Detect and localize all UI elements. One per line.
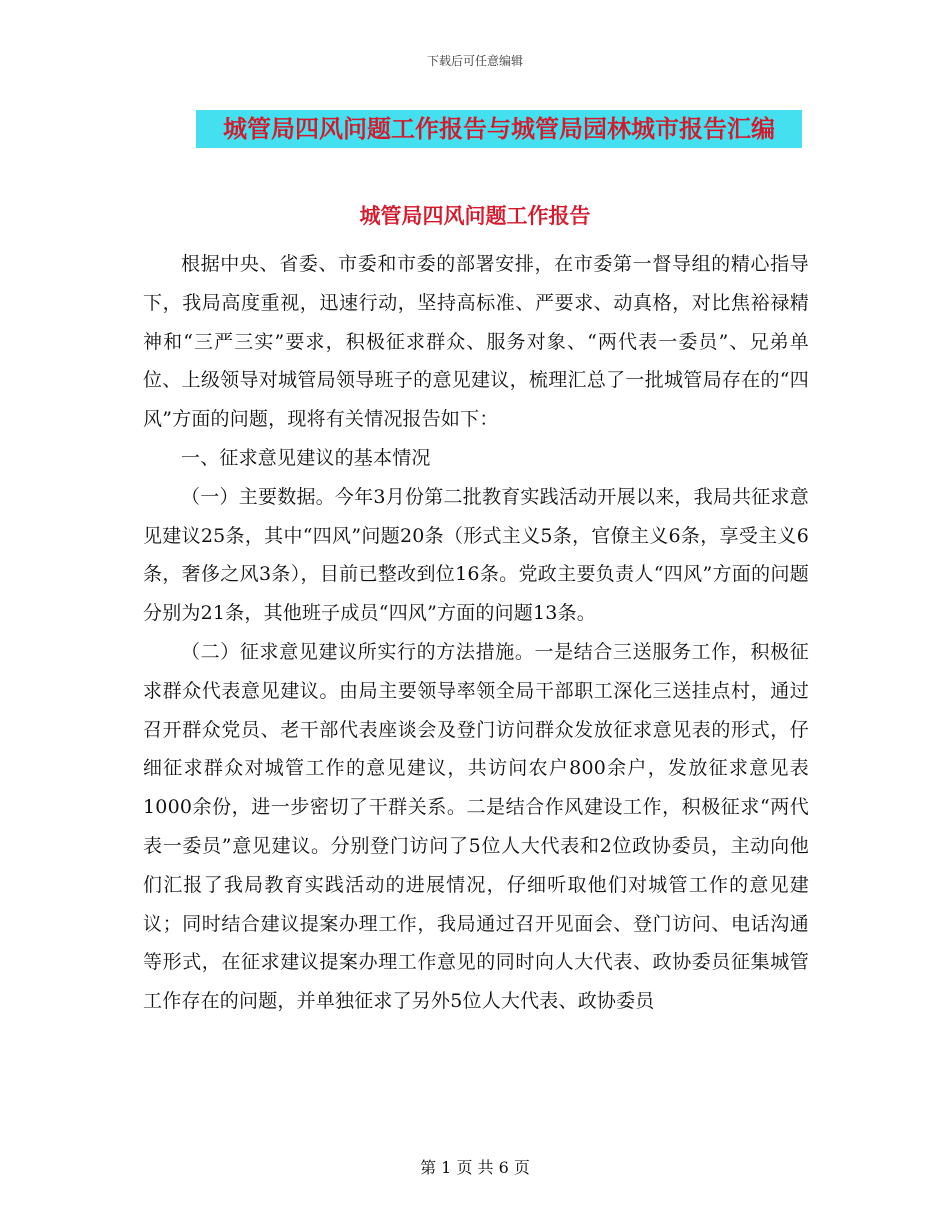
paragraph-intro: 根据中央、省委、市委和市委的部署安排，在市委第一督导组的精心指导下，我局高度重视，迅速行动，坚持高标准、严要求、动真格，对比焦裕禄精神和“三严三实”要求，积极征求群众、服务对象、“两代表一委员”、兄弟单位、上级领导对城管局领导班子的意见建议，梳理汇总了一批城管局存在的“四风”方面的问题，现将有关情况报告如下： [143, 253, 809, 431]
section-title: 城管局四风问题工作报告 [359, 203, 591, 228]
document-body [143, 245, 809, 1021]
paragraph-main-data: （一）主要数据。今年3月份第二批教育实践活动开展以来，我局共征求意见建议25条，其中“四风”问题20条（形式主义5条，官僚主义6条，享受主义6条，奢侈之风3条），目前已整改到位16条。党政主要负责人“四风”方面的问题分别为21条，其他班子成员“四风”方面的问题13条。 [143, 485, 809, 625]
document-title: 城管局四风问题工作报告与城管局园林城市报告汇编 [196, 110, 802, 148]
paragraph-heading-1: 一、征求意见建议的基本情况 [181, 446, 431, 469]
page-footer: 第 1 页 共 6 页 [420, 1158, 530, 1177]
paragraph-methods: （二）征求意见建议所实行的方法措施。一是结合三送服务工作，积极征求群众代表意见建议。由局主要领导率领全局干部职工深化三送挂点村，通过召开群众党员、老干部代表座谈会及登门访问群众发放征求意见表的形式，仔细征求群众对城管工作的意见建议，共访问农户800余户，发放征求意见表1000余份，进一步密切了干群关系。二是结合作风建设工作，积极征求“两代表一委员”意见建议。分别登门访问了5位人大代表和2位政协委员，主动向他们汇报了我局教育实践活动的进展情况，仔细听取他们对城管工作的意见建议；同时结合建议提案办理工作，我局通过召开见面会、登门访问、电话沟通等形式，在征求建议提案办理工作意见的同时向人大代表、政协委员征集城管工作存在的问题，并单独征求了另外5位人大代表、政协委员 [143, 640, 809, 1013]
header-note: 下载后可任意编辑 [426, 54, 523, 68]
